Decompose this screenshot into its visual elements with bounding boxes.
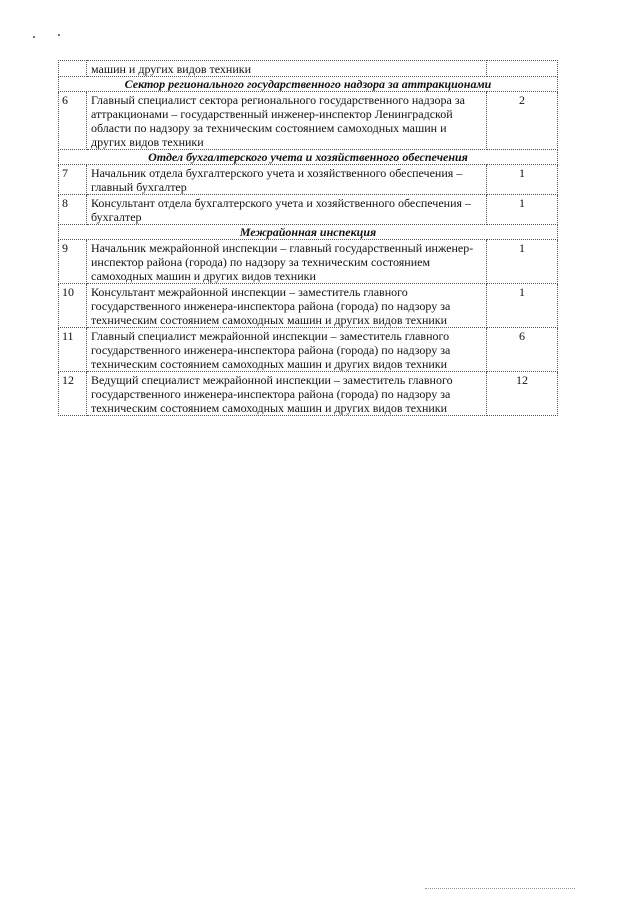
position-number: 10 bbox=[59, 284, 87, 328]
position-number bbox=[59, 61, 87, 77]
position-title: Главный специалист межрайонной инспекции – заместитель главного государственного инженера-инспектора района (города) по надзору за техническим состоянием самоходных машин и других видов техники bbox=[87, 328, 487, 372]
section-header-row bbox=[59, 225, 558, 240]
table-body bbox=[59, 61, 558, 416]
position-title: Начальник отдела бухгалтерского учета и хозяйственного обеспечения – главный бухгалтер bbox=[87, 165, 487, 195]
position-number: 6 bbox=[59, 92, 87, 150]
position-number: 12 bbox=[59, 372, 87, 416]
section-title: Сектор регионального государственного надзора за аттракционами bbox=[59, 77, 558, 92]
position-count: 1 bbox=[487, 195, 558, 225]
table-row bbox=[59, 328, 558, 372]
staff-positions-table bbox=[58, 60, 558, 416]
scan-artifact-line bbox=[425, 888, 575, 890]
position-title: Начальник межрайонной инспекции – главный государственный инженер-инспектор района (города) по надзору за техническим состоянием самоходных машин и других видов техники bbox=[87, 240, 487, 284]
position-count: 1 bbox=[487, 284, 558, 328]
position-title: Консультант межрайонной инспекции – заместитель главного государственного инженера-инспектора района (города) по надзору за техническим состоянием самоходных машин и других видов техники bbox=[87, 284, 487, 328]
position-count: 1 bbox=[487, 165, 558, 195]
position-title: Ведущий специалист межрайонной инспекции – заместитель главного государственного инженера-инспектора района (города) по надзору за техническим состоянием самоходных машин и других видов техники bbox=[87, 372, 487, 416]
position-number: 7 bbox=[59, 165, 87, 195]
scan-speck bbox=[33, 36, 35, 38]
table-row bbox=[59, 284, 558, 328]
table-row bbox=[59, 240, 558, 284]
position-count: 6 bbox=[487, 328, 558, 372]
position-number: 9 bbox=[59, 240, 87, 284]
position-title: Главный специалист сектора регионального государственного надзора за аттракционами – государственный инженер-инспектор Ленинградской области по надзору за техническим состоянием самоходных машин и других видов техники bbox=[87, 92, 487, 150]
section-title: Отдел бухгалтерского учета и хозяйственного обеспечения bbox=[59, 150, 558, 165]
position-title: Консультант отдела бухгалтерского учета и хозяйственного обеспечения – бухгалтер bbox=[87, 195, 487, 225]
position-count: 12 bbox=[487, 372, 558, 416]
position-count: 2 bbox=[487, 92, 558, 150]
position-count bbox=[487, 61, 558, 77]
position-count: 1 bbox=[487, 240, 558, 284]
position-number: 11 bbox=[59, 328, 87, 372]
position-number: 8 bbox=[59, 195, 87, 225]
table-row bbox=[59, 372, 558, 416]
section-header-row bbox=[59, 150, 558, 165]
position-title: машин и других видов техники bbox=[87, 61, 487, 77]
section-header-row bbox=[59, 77, 558, 92]
table-row bbox=[59, 165, 558, 195]
table-row bbox=[59, 92, 558, 150]
table-row bbox=[59, 61, 558, 77]
table-row bbox=[59, 195, 558, 225]
scan-speck bbox=[58, 34, 60, 36]
section-title: Межрайонная инспекция bbox=[59, 225, 558, 240]
